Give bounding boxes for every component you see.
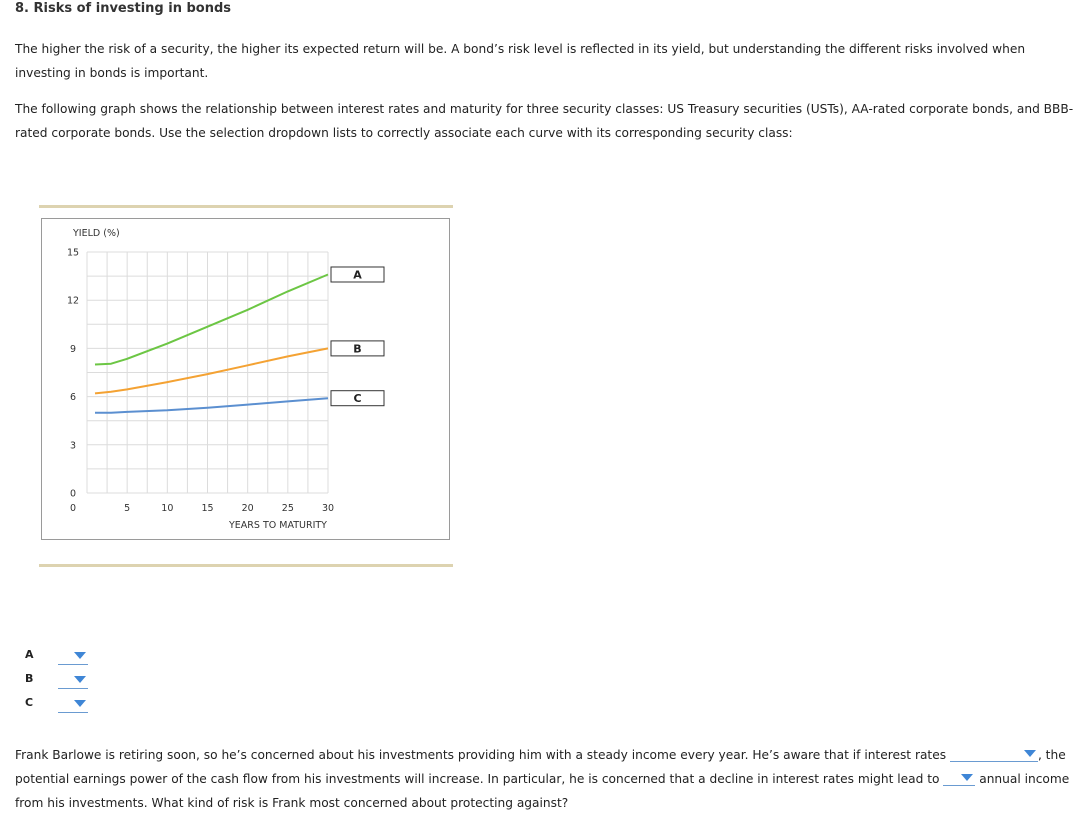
curve-a-dropdown[interactable] <box>58 648 88 665</box>
curve-label-c: C <box>353 392 362 406</box>
chart-series <box>95 275 328 413</box>
graph-bottom-divider <box>39 564 453 567</box>
graph-instructions: The following graph shows the relationship between interest rates and maturity for three security classes: US Treasury securities (USTs), AA-rated corporate bonds, and BBB-rated corporate bonds. Use the selection dropdown lists to correctly associate each curve with its corresponding security class: <box>15 102 1074 140</box>
selector-label-c: C <box>25 696 34 709</box>
curve-labels <box>331 267 384 406</box>
question-text-part1: Frank Barlowe is retiring soon, so he’s concerned about his investments providing him with a steady income every year. He’s aware that if interest rates <box>15 748 947 762</box>
curve-label-a: A <box>353 268 362 282</box>
curve-b-dropdown[interactable] <box>58 672 88 689</box>
yield-curve-chart <box>41 218 450 540</box>
dropdown-arrow-icon <box>1024 750 1036 757</box>
chart-grid <box>87 252 328 493</box>
question-text-part2: , the potential earnings power of the cash flow from his investments will increase. In particular, he is concerned that a decline in interest rates might lead to <box>15 748 1066 786</box>
graph-top-divider <box>39 205 453 208</box>
dropdown-arrow-icon <box>74 700 86 707</box>
income-effect-dropdown[interactable] <box>943 771 975 786</box>
selector-label-a: A <box>25 648 34 661</box>
intro-paragraph: The higher the risk of a security, the higher its expected return will be. A bond’s risk level is reflected in its yield, but understanding the different risks involved when investing in bonds is important. <box>15 42 1026 80</box>
x-tick-label: 25 <box>281 503 294 514</box>
y-axis-title: YIELD (%) <box>73 228 120 239</box>
series-line-a <box>95 275 328 365</box>
series-line-c <box>95 398 328 413</box>
x-tick-label: 15 <box>201 503 214 514</box>
dropdown-arrow-icon <box>74 652 86 659</box>
y-tick-label: 15 <box>66 247 80 259</box>
y-tick-label: 12 <box>66 295 80 307</box>
y-tick-label: 6 <box>69 392 77 404</box>
x-tick-label: 0 <box>69 503 77 514</box>
curve-label-b: B <box>353 342 362 356</box>
dropdown-arrow-icon <box>74 676 86 683</box>
question-title: 8. Risks of investing in bonds <box>15 1 232 16</box>
x-tick-label: 10 <box>161 503 174 514</box>
interest-rate-direction-dropdown[interactable] <box>950 747 1038 762</box>
y-tick-label: 9 <box>69 343 77 355</box>
x-tick-label: 30 <box>321 503 335 514</box>
yield-curve-svg <box>42 219 449 539</box>
x-tick-label: 5 <box>124 503 131 514</box>
question-text-part3: annual income from his investments. What kind of risk is Frank most concerned about protecting against? <box>15 772 1070 810</box>
x-axis-title: YEARS TO MATURITY <box>229 520 327 531</box>
curve-c-dropdown[interactable] <box>58 696 88 713</box>
series-line-b <box>95 348 328 393</box>
selector-label-b: B <box>25 672 34 685</box>
y-tick-label: 3 <box>69 440 77 452</box>
dropdown-arrow-icon <box>961 774 973 781</box>
question-paragraph <box>15 743 1075 815</box>
x-tick-label: 20 <box>241 503 254 514</box>
y-tick-label: 0 <box>69 488 77 500</box>
